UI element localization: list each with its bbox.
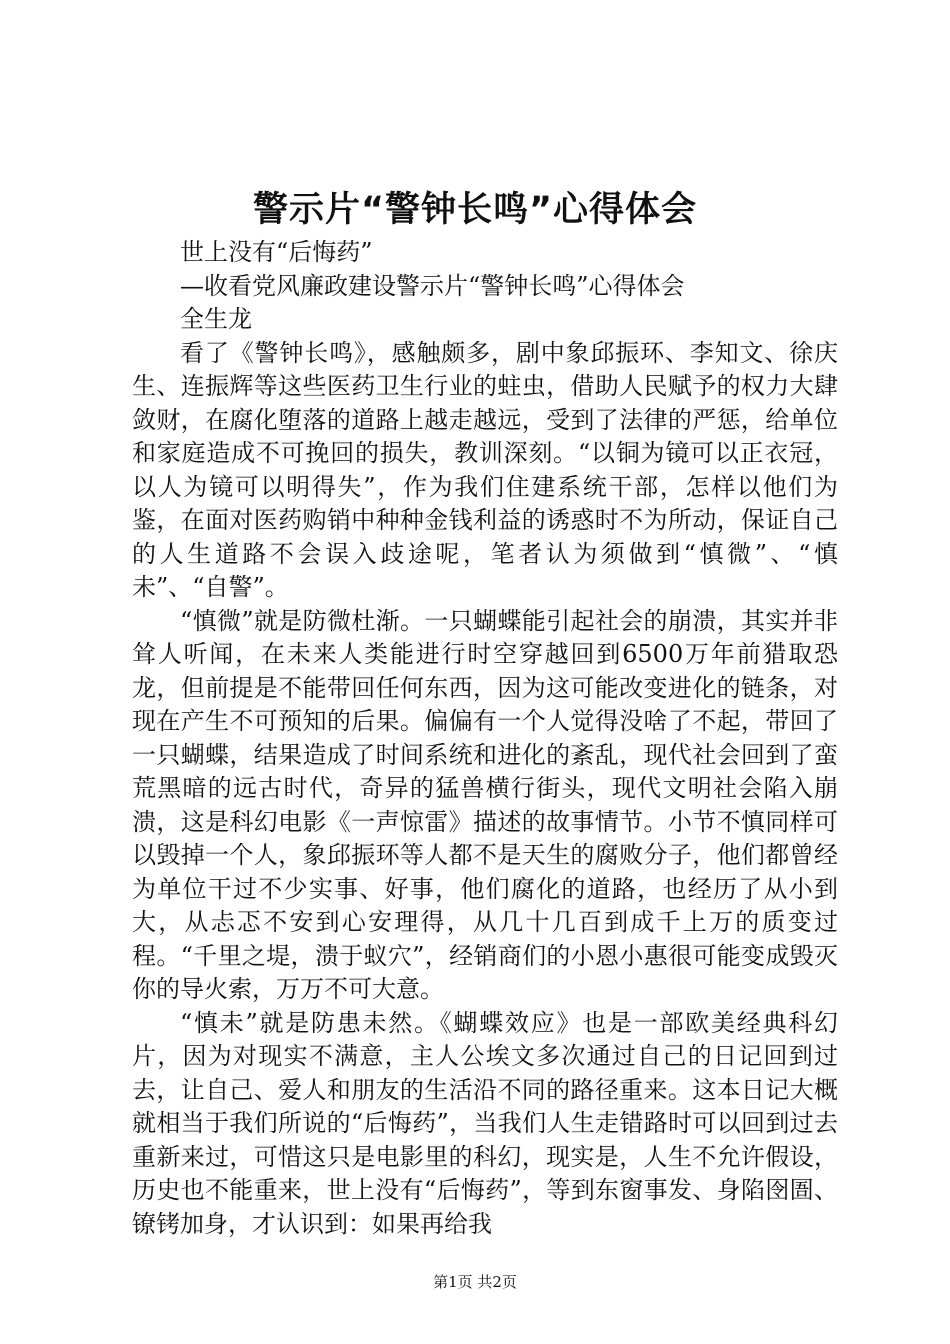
document-body [132, 236, 838, 1241]
body-paragraph: “慎微”就是防微杜渐。一只蝴蝶能引起社会的崩溃，其实并非耸人听闻，在未来人类能进行时空穿越回到6500万年前猎取恐龙，但前提是不能带回任何东西，因为这可能改变进化的链条，对现在产生不可预知的后果。偏偏有一个人觉得没啥了不起，带回了一只蝴蝶，结果造成了时间系统和进化的紊乱，现代社会回到了蛮荒黑暗的远古时代，奇异的猛兽横行街头，现代文明社会陷入崩溃，这是科幻电影《一声惊雷》描述的故事情节。小节不慎同样可以毁掉一个人，象邱振环等人都不是天生的腐败分子，他们都曾经为单位干过不少实事、好事，他们腐化的道路，也经历了从小到大，从忐忑不安到心安理得，从几十几百到成千上万的质变过程。“千里之堤，溃于蚁穴”，经销商们的小恩小惠很可能变成毁灭你的导火索，万万不可大意。 [132, 606, 838, 1003]
page-footer: 第1页 共2页 [433, 1273, 517, 1291]
body-paragraph: “慎未”就是防患未然。《蝴蝶效应》也是一部欧美经典科幻片，因为对现实不满意，主人公埃文多次通过自己的日记回到过去，让自己、爱人和朋友的生活沿不同的路径重来。这本日记大概就相当于我们所说的“后悔药”，当我们人生走错路时可以回到过去重新来过，可惜这只是电影里的科幻，现实是，人生不允许假设，历史也不能重来，世上没有“后悔药”，等到东窗事发、身陷囹圄、镣铐加身，才认识到：如果再给我 [132, 1008, 838, 1238]
document-title: 警示片“警钟长鸣”心得体会 [252, 190, 697, 230]
subtitle-line: 世上没有“后悔药” [180, 238, 373, 266]
author-name: 全生龙 [180, 305, 252, 333]
subtitle-description: —收看党风廉政建设警示片“警钟长鸣”心得体会 [180, 271, 685, 300]
body-paragraph: 看了《警钟长鸣》，感触颇多，剧中象邱振环、李知文、徐庆生、连振辉等这些医药卫生行业的蛀虫，借助人民赋予的权力大肆敛财，在腐化堕落的道路上越走越远，受到了法律的严惩，给单位和家庭造成不可挽回的损失，教训深刻。“以铜为镜可以正衣冠，以人为镜可以明得失”，作为我们住建系统干部，怎样以他们为鉴，在面对医药购销中种种金钱利益的诱惑时不为所动，保证自己的人生道路不会误入歧途呢，笔者认为须做到“慎微”、“慎未”、“自警”。 [132, 338, 838, 601]
